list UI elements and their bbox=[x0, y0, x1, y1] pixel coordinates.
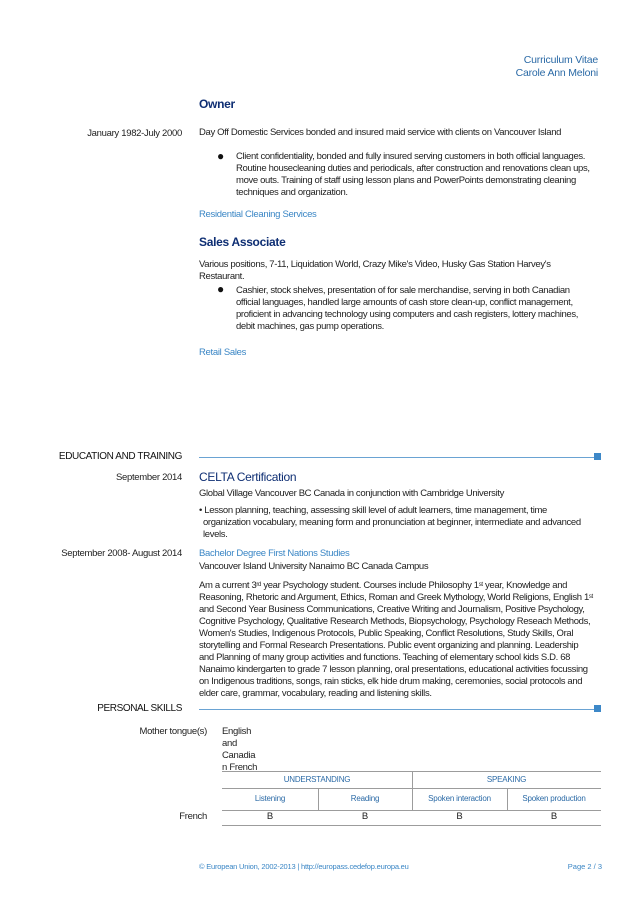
education-description-line: and Second Year Business Communications, Creative Writing and Journalism, Positive Psychology, bbox=[199, 604, 585, 615]
bullet-icon: ● bbox=[217, 282, 225, 296]
table-col-spoken-production: Spoken production bbox=[522, 794, 586, 803]
job-description-line: move outs. Training of staff using lesson plans and PowerPoints demonstrating cleaning bbox=[236, 175, 576, 186]
cv-header-name: Carole Ann Meloni bbox=[515, 67, 598, 79]
level-listening: B bbox=[266, 811, 274, 822]
job-intro-sales-associate bbox=[199, 259, 579, 283]
job-description-line: Client confidentiality, bonded and fully insured serving customers in both official languages. bbox=[236, 151, 586, 162]
superscript: st bbox=[588, 594, 593, 600]
job-description-line: Cashier, stock shelves, presentation of for sale merchandise, serving in both Canadian bbox=[236, 285, 570, 296]
section-marker-icon bbox=[594, 453, 601, 460]
education-description-line: on Indigenous traditions, songs, rain sticks, elk hide drum making, ceremonies, social protocols and bbox=[199, 676, 583, 687]
job-description-owner bbox=[236, 151, 606, 199]
level-reading: B bbox=[361, 811, 369, 822]
education-description-line: elder care, grammar, vocabulary, reading and listening skills. bbox=[199, 688, 432, 699]
text-span: Am a current 3 bbox=[199, 580, 257, 591]
language-name-french: French bbox=[179, 811, 207, 822]
text-span: year, Knowledge and bbox=[482, 580, 568, 591]
job-title-sales-associate: Sales Associate bbox=[199, 235, 286, 249]
text-span: year Psychology student. Courses include Philosophy 1 bbox=[261, 580, 479, 591]
education-description-line: organization vocabulary, meaning form and pronunciation at beginner, intermediate and advanced bbox=[203, 517, 581, 528]
superscript: rd bbox=[256, 582, 262, 588]
superscript: st bbox=[478, 582, 483, 588]
footer-copyright: © European Union, 2002-2013 | http://europass.cedefop.europa.eu bbox=[199, 862, 409, 871]
job-description-sales-associate bbox=[236, 285, 606, 333]
table-vertical-rule bbox=[412, 771, 413, 810]
mother-tongue-line: n French bbox=[222, 762, 258, 773]
education-description-line: Nanaimo kindergarten to grade 7 lesson planning, oral presentations, educational activities focussing bbox=[199, 664, 588, 675]
education-description-line: and Planning of many group activities and functions. Teaching of elementary school kids S.D. 68 bbox=[199, 652, 571, 663]
job-description-line: debit machines, gas pump operations. bbox=[236, 321, 384, 332]
mother-tongue-label: Mother tongue(s) bbox=[139, 726, 207, 737]
education-description-line: • Lesson planning, teaching, assessing skill level of adult learners, time management, time bbox=[199, 505, 547, 516]
cv-header-title: Curriculum Vitae bbox=[523, 54, 598, 66]
education-description-celta bbox=[199, 505, 599, 541]
text-span: Reasoning, Rhetoric and Argument, Ethics, Roman and Greek Mythology, World Religions, English 1 bbox=[199, 592, 589, 603]
table-col-listening: Listening bbox=[254, 794, 286, 803]
section-marker-icon bbox=[594, 705, 601, 712]
table-group-speaking: SPEAKING bbox=[486, 775, 527, 784]
table-rule bbox=[222, 825, 601, 826]
job-employer-owner: Day Off Domestic Services bonded and insured maid service with clients on Vancouver Island bbox=[199, 127, 562, 138]
section-heading-personal-skills: PERSONAL SKILLS bbox=[97, 703, 182, 714]
table-col-reading: Reading bbox=[350, 794, 380, 803]
education-description-line: Cognitive Psychology, Qualitative Research Methods, Biopsychology, Psychology Reseach Methods, bbox=[199, 616, 591, 627]
mother-tongue-value bbox=[222, 726, 272, 774]
education-org-celta: Global Village Vancouver BC Canada in conjunction with Cambridge University bbox=[199, 488, 505, 499]
job-sector-owner: Residential Cleaning Services bbox=[199, 209, 317, 220]
education-description-line: storytelling and Formal Research Presentations. Public event organizing and planning. Leadership bbox=[199, 640, 579, 651]
job-sector-sales-associate: Retail Sales bbox=[199, 347, 247, 358]
education-description-bachelor bbox=[199, 580, 609, 700]
education-date-celta: September 2014 bbox=[115, 472, 182, 483]
section-divider bbox=[199, 457, 594, 458]
table-col-spoken-interaction: Spoken interaction bbox=[428, 794, 491, 803]
job-description-line: proficient in advancing technology using computers and cash registers, lottery machines, bbox=[236, 309, 579, 320]
footer-page-number: Page 2 / 3 bbox=[567, 862, 602, 871]
section-heading-education: EDUCATION AND TRAINING bbox=[58, 451, 182, 462]
job-date-owner: January 1982-July 2000 bbox=[87, 128, 182, 139]
education-description-line: Women's Studies, Indigenous Protocols, Public Speaking, Conflict Resolutions, Study Skills, Oral bbox=[199, 628, 574, 639]
education-description-line bbox=[199, 592, 609, 604]
job-intro-line: Various positions, 7-11, Liquidation World, Crazy Mike's Video, Husky Gas Station Harvey's bbox=[199, 259, 551, 270]
table-group-understanding: UNDERSTANDING bbox=[283, 775, 351, 784]
education-description-line: levels. bbox=[203, 529, 228, 540]
table-rule bbox=[222, 788, 601, 789]
job-description-line: techniques and organization. bbox=[236, 187, 348, 198]
mother-tongue-line: English bbox=[222, 726, 252, 737]
mother-tongue-line: Canadia bbox=[222, 750, 256, 761]
education-org-bachelor: Vancouver Island University Nanaimo BC Canada Campus bbox=[199, 561, 429, 572]
education-title-bachelor: Bachelor Degree First Nations Studies bbox=[199, 548, 350, 559]
education-title-celta: CELTA Certification bbox=[199, 470, 297, 484]
education-date-bachelor: September 2008- August 2014 bbox=[61, 548, 182, 559]
bullet-icon: ● bbox=[217, 149, 225, 163]
job-intro-line: Restaurant. bbox=[199, 271, 245, 282]
level-spoken-production: B bbox=[550, 811, 558, 822]
job-title-owner: Owner bbox=[199, 97, 235, 111]
job-description-line: Routine housecleaning duties and periodicals, after construction and renovations clean ups, bbox=[236, 163, 590, 174]
education-description-line bbox=[199, 580, 609, 592]
section-divider bbox=[199, 709, 594, 710]
mother-tongue-line: and bbox=[222, 738, 237, 749]
job-description-line: official languages, handled large amounts of cash store clean-up, conflict management, bbox=[236, 297, 573, 308]
level-spoken-interaction: B bbox=[456, 811, 463, 822]
